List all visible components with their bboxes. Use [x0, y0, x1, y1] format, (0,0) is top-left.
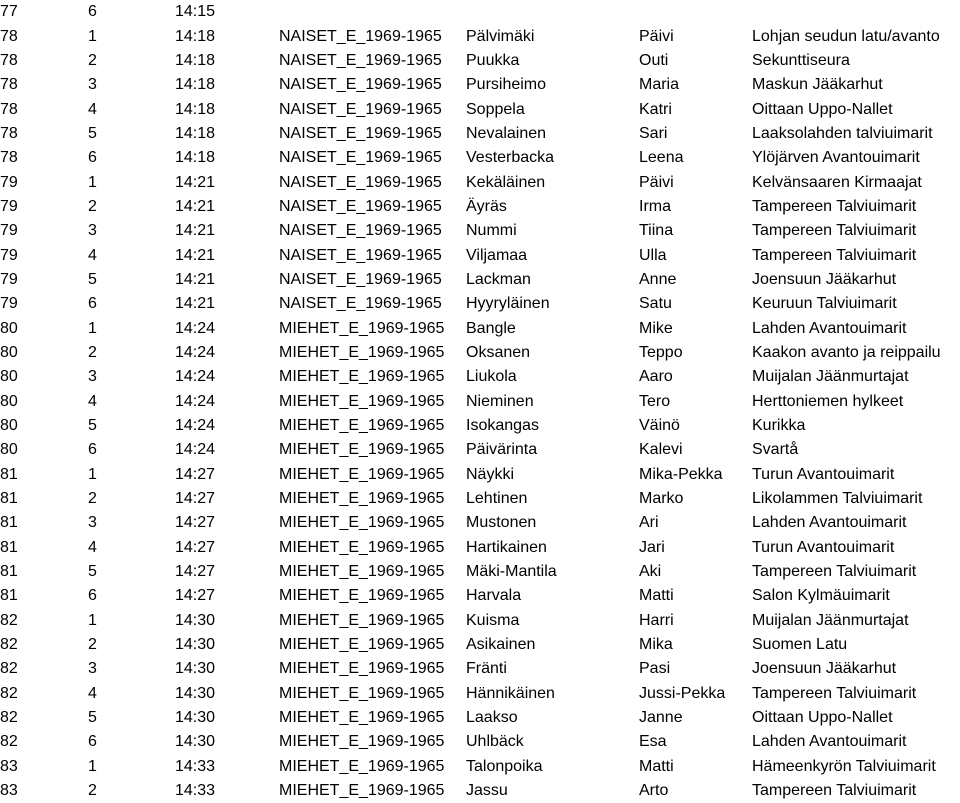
first-name-cell: Harri — [639, 611, 674, 629]
first-name-cell: Maria — [639, 76, 680, 94]
lane-number-cell: 1 — [88, 757, 97, 775]
series-class-cell: MIEHET_E_1969-1965 — [279, 587, 445, 605]
first-name-cell: Kalevi — [639, 441, 683, 459]
start-time-cell: 14:30 — [175, 709, 216, 727]
first-name-cell: Mike — [639, 319, 673, 337]
lane-number-cell: 2 — [88, 636, 97, 654]
first-name-cell: Arto — [639, 782, 669, 800]
last-name-cell: Lehtinen — [466, 490, 528, 508]
lane-number-cell: 4 — [88, 100, 97, 118]
table-row — [0, 365, 960, 389]
last-name-cell: Näykki — [466, 465, 515, 483]
club-name-cell: Turun Avantouimarit — [752, 538, 895, 556]
lane-number-cell: 4 — [88, 538, 97, 556]
last-name-cell: Isokangas — [466, 417, 539, 435]
first-name-cell: Ulla — [639, 246, 667, 264]
first-name-cell: Esa — [639, 733, 667, 751]
club-name-cell: Joensuun Jääkarhut — [752, 270, 897, 288]
series-class-cell: NAISET_E_1969-1965 — [279, 27, 442, 45]
lane-number-cell: 4 — [88, 684, 97, 702]
heat-number-cell: 79 — [0, 222, 18, 240]
series-class-cell: MIEHET_E_1969-1965 — [279, 563, 445, 581]
start-time-cell: 14:30 — [175, 611, 216, 629]
last-name-cell: Päivärinta — [466, 441, 538, 459]
last-name-cell: Äyräs — [466, 197, 507, 215]
heat-number-cell: 79 — [0, 246, 18, 264]
last-name-cell: Talonpoika — [466, 757, 543, 775]
lane-number-cell: 3 — [88, 368, 97, 386]
club-name-cell: Muijalan Jäänmurtajat — [752, 368, 909, 386]
start-time-cell: 14:24 — [175, 368, 216, 386]
start-time-cell: 14:15 — [175, 3, 216, 21]
first-name-cell — [639, 0, 752, 24]
club-name-cell: Tampereen Talviuimarit — [752, 246, 917, 264]
start-time-cell: 14:30 — [175, 660, 216, 678]
heat-number-cell: 80 — [0, 392, 18, 410]
table-row — [0, 219, 960, 243]
heat-number-cell: 79 — [0, 197, 18, 215]
series-class-cell: MIEHET_E_1969-1965 — [279, 757, 445, 775]
heat-number-cell: 81 — [0, 563, 18, 581]
first-name-cell: Jussi-Pekka — [639, 684, 726, 702]
club-name-cell: Oittaan Uppo-Nallet — [752, 100, 893, 118]
start-time-cell: 14:27 — [175, 563, 216, 581]
last-name-cell: Oksanen — [466, 343, 531, 361]
last-name-cell: Hartikainen — [466, 538, 547, 556]
first-name-cell: Satu — [639, 295, 672, 313]
start-time-cell: 14:33 — [175, 757, 216, 775]
first-name-cell: Mika-Pekka — [639, 465, 723, 483]
first-name-cell: Outi — [639, 51, 669, 69]
start-time-cell: 14:27 — [175, 587, 216, 605]
start-time-cell: 14:30 — [175, 636, 216, 654]
heat-number-cell: 81 — [0, 490, 18, 508]
heat-number-cell: 82 — [0, 684, 18, 702]
club-name-cell: Joensuun Jääkarhut — [752, 660, 897, 678]
series-class-cell: MIEHET_E_1969-1965 — [279, 465, 445, 483]
table-row — [0, 609, 960, 633]
first-name-cell: Anne — [639, 270, 677, 288]
first-name-cell: Matti — [639, 587, 674, 605]
last-name-cell: Liukola — [466, 368, 517, 386]
table-row — [0, 511, 960, 535]
club-name-cell: Oittaan Uppo-Nallet — [752, 709, 893, 727]
last-name-cell: Vesterbacka — [466, 149, 555, 167]
first-name-cell: Matti — [639, 757, 674, 775]
club-name-cell: Herttoniemen hylkeet — [752, 392, 904, 410]
series-class-cell: MIEHET_E_1969-1965 — [279, 343, 445, 361]
start-time-cell: 14:18 — [175, 76, 216, 94]
heat-number-cell: 81 — [0, 465, 18, 483]
table-row — [0, 316, 960, 340]
table-row — [0, 633, 960, 657]
first-name-cell: Irma — [639, 197, 671, 215]
last-name-cell: Pälvimäki — [466, 27, 535, 45]
heat-number-cell: 81 — [0, 538, 18, 556]
club-name-cell: Lohjan seudun latu/avanto — [752, 27, 940, 45]
table-row — [0, 463, 960, 487]
club-name-cell: Svartå — [752, 441, 799, 459]
table-row — [0, 755, 960, 779]
series-class-cell: MIEHET_E_1969-1965 — [279, 368, 445, 386]
lane-number-cell: 2 — [88, 490, 97, 508]
first-name-cell: Teppo — [639, 343, 683, 361]
lane-number-cell: 3 — [88, 514, 97, 532]
table-row — [0, 122, 960, 146]
series-class-cell: MIEHET_E_1969-1965 — [279, 660, 445, 678]
series-class-cell: NAISET_E_1969-1965 — [279, 295, 442, 313]
lane-number-cell: 5 — [88, 709, 97, 727]
first-name-cell: Aki — [639, 563, 662, 581]
heat-number-cell: 82 — [0, 709, 18, 727]
club-name-cell: Lahden Avantouimarit — [752, 514, 907, 532]
club-name-cell: Tampereen Talviuimarit — [752, 563, 917, 581]
table-row — [0, 682, 960, 706]
club-name-cell: Ylöjärven Avantouimarit — [752, 149, 920, 167]
start-time-cell: 14:18 — [175, 124, 216, 142]
series-class-cell: NAISET_E_1969-1965 — [279, 51, 442, 69]
table-row — [0, 268, 960, 292]
club-name-cell: Kurikka — [752, 417, 806, 435]
start-time-cell: 14:27 — [175, 538, 216, 556]
series-class-cell: MIEHET_E_1969-1965 — [279, 611, 445, 629]
first-name-cell: Aaro — [639, 368, 673, 386]
heat-number-cell: 82 — [0, 733, 18, 751]
last-name-cell: Kekäläinen — [466, 173, 546, 191]
first-name-cell: Väinö — [639, 417, 680, 435]
start-time-cell: 14:27 — [175, 514, 216, 532]
start-time-cell: 14:24 — [175, 343, 216, 361]
lane-number-cell: 1 — [88, 611, 97, 629]
heat-number-cell: 82 — [0, 611, 18, 629]
lane-number-cell: 6 — [88, 3, 97, 21]
table-row — [0, 292, 960, 316]
last-name-cell: Mäki-Mantila — [466, 563, 557, 581]
heat-number-cell: 78 — [0, 124, 18, 142]
club-name-cell: Tampereen Talviuimarit — [752, 197, 917, 215]
club-name-cell: Tampereen Talviuimarit — [752, 782, 917, 800]
heat-number-cell: 78 — [0, 51, 18, 69]
table-row — [0, 24, 960, 48]
table-row — [0, 146, 960, 170]
start-time-cell: 14:21 — [175, 246, 216, 264]
first-name-cell: Pasi — [639, 660, 671, 678]
heat-number-cell: 80 — [0, 368, 18, 386]
series-class-cell: NAISET_E_1969-1965 — [279, 124, 442, 142]
first-name-cell: Päivi — [639, 27, 674, 45]
lane-number-cell: 2 — [88, 343, 97, 361]
club-name-cell: Kelvänsaaren Kirmaajat — [752, 173, 922, 191]
last-name-cell: Nieminen — [466, 392, 534, 410]
heat-number-cell: 78 — [0, 149, 18, 167]
last-name-cell: Hyyryläinen — [466, 295, 550, 313]
lane-number-cell: 1 — [88, 319, 97, 337]
club-name-cell: Laaksolahden talviuimarit — [752, 124, 933, 142]
series-class-cell: NAISET_E_1969-1965 — [279, 246, 442, 264]
lane-number-cell: 6 — [88, 441, 97, 459]
last-name-cell: Nummi — [466, 222, 517, 240]
lane-number-cell: 4 — [88, 392, 97, 410]
table-row — [0, 487, 960, 511]
series-class-cell: MIEHET_E_1969-1965 — [279, 392, 445, 410]
series-class-cell — [279, 0, 466, 24]
lane-number-cell: 4 — [88, 246, 97, 264]
lane-number-cell: 6 — [88, 149, 97, 167]
first-name-cell: Ari — [639, 514, 659, 532]
table-row — [0, 0, 960, 24]
table-row — [0, 536, 960, 560]
heat-number-cell: 79 — [0, 173, 18, 191]
last-name-cell: Asikainen — [466, 636, 536, 654]
heat-number-cell: 82 — [0, 660, 18, 678]
start-time-cell: 14:24 — [175, 392, 216, 410]
lane-number-cell: 3 — [88, 222, 97, 240]
heat-number-cell: 80 — [0, 441, 18, 459]
heat-number-cell: 78 — [0, 76, 18, 94]
club-name-cell: Salon Kylmäuimarit — [752, 587, 890, 605]
last-name-cell: Lackman — [466, 270, 531, 288]
heat-number-cell: 79 — [0, 295, 18, 313]
last-name-cell: Viljamaa — [466, 246, 528, 264]
club-name-cell: Likolammen Talviuimarit — [752, 490, 923, 508]
lane-number-cell: 6 — [88, 295, 97, 313]
start-time-cell: 14:33 — [175, 782, 216, 800]
first-name-cell: Janne — [639, 709, 683, 727]
table-row — [0, 706, 960, 730]
series-class-cell: NAISET_E_1969-1965 — [279, 197, 442, 215]
series-class-cell: MIEHET_E_1969-1965 — [279, 733, 445, 751]
start-time-cell: 14:21 — [175, 197, 216, 215]
start-time-cell: 14:21 — [175, 295, 216, 313]
last-name-cell: Pursiheimo — [466, 76, 547, 94]
first-name-cell: Tero — [639, 392, 671, 410]
table-row — [0, 657, 960, 681]
club-name-cell: Hämeenkyrön Talviuimarit — [752, 757, 936, 775]
start-time-cell: 14:21 — [175, 270, 216, 288]
heat-number-cell: 78 — [0, 100, 18, 118]
lane-number-cell: 6 — [88, 587, 97, 605]
lane-number-cell: 1 — [88, 27, 97, 45]
start-time-cell: 14:18 — [175, 149, 216, 167]
heat-number-cell: 80 — [0, 319, 18, 337]
lane-number-cell: 2 — [88, 51, 97, 69]
series-class-cell: MIEHET_E_1969-1965 — [279, 441, 445, 459]
start-time-cell: 14:24 — [175, 417, 216, 435]
table-row — [0, 730, 960, 754]
start-time-cell: 14:18 — [175, 100, 216, 118]
series-class-cell: NAISET_E_1969-1965 — [279, 76, 442, 94]
series-class-cell: MIEHET_E_1969-1965 — [279, 490, 445, 508]
table-row — [0, 195, 960, 219]
heat-number-cell: 81 — [0, 587, 18, 605]
series-class-cell: NAISET_E_1969-1965 — [279, 270, 442, 288]
club-name-cell: Tampereen Talviuimarit — [752, 684, 917, 702]
first-name-cell: Marko — [639, 490, 684, 508]
start-time-cell: 14:18 — [175, 51, 216, 69]
first-name-cell: Päivi — [639, 173, 674, 191]
first-name-cell: Mika — [639, 636, 673, 654]
lane-number-cell: 5 — [88, 124, 97, 142]
club-name-cell: Keuruun Talviuimarit — [752, 295, 897, 313]
lane-number-cell: 3 — [88, 76, 97, 94]
start-time-cell: 14:27 — [175, 465, 216, 483]
last-name-cell: Jassu — [466, 782, 508, 800]
series-class-cell: MIEHET_E_1969-1965 — [279, 417, 445, 435]
table-row — [0, 49, 960, 73]
table-row — [0, 779, 960, 803]
last-name-cell: Laakso — [466, 709, 518, 727]
club-name-cell: Sekunttiseura — [752, 51, 850, 69]
series-class-cell: MIEHET_E_1969-1965 — [279, 514, 445, 532]
table-row — [0, 584, 960, 608]
lane-number-cell: 3 — [88, 660, 97, 678]
last-name-cell: Harvala — [466, 587, 522, 605]
series-class-cell: MIEHET_E_1969-1965 — [279, 538, 445, 556]
club-name-cell: Muijalan Jäänmurtajat — [752, 611, 909, 629]
start-time-cell: 14:24 — [175, 319, 216, 337]
first-name-cell: Sari — [639, 124, 668, 142]
lane-number-cell: 2 — [88, 197, 97, 215]
table-row — [0, 560, 960, 584]
last-name-cell: Soppela — [466, 100, 525, 118]
heat-number-cell: 80 — [0, 417, 18, 435]
series-class-cell: MIEHET_E_1969-1965 — [279, 319, 445, 337]
series-class-cell: NAISET_E_1969-1965 — [279, 173, 442, 191]
lane-number-cell: 5 — [88, 563, 97, 581]
first-name-cell: Leena — [639, 149, 684, 167]
club-name-cell: Tampereen Talviuimarit — [752, 222, 917, 240]
heat-number-cell: 82 — [0, 636, 18, 654]
table-row — [0, 414, 960, 438]
club-name-cell: Turun Avantouimarit — [752, 465, 895, 483]
club-name-cell: Lahden Avantouimarit — [752, 319, 907, 337]
series-class-cell: MIEHET_E_1969-1965 — [279, 782, 445, 800]
series-class-cell: MIEHET_E_1969-1965 — [279, 684, 445, 702]
first-name-cell: Katri — [639, 100, 672, 118]
last-name-cell: Nevalainen — [466, 124, 547, 142]
start-time-cell: 14:27 — [175, 490, 216, 508]
first-name-cell: Jari — [639, 538, 665, 556]
series-class-cell: NAISET_E_1969-1965 — [279, 149, 442, 167]
first-name-cell: Tiina — [639, 222, 674, 240]
table-row — [0, 170, 960, 194]
heat-number-cell: 79 — [0, 270, 18, 288]
club-name-cell: Suomen Latu — [752, 636, 848, 654]
start-time-cell: 14:30 — [175, 733, 216, 751]
series-class-cell: NAISET_E_1969-1965 — [279, 222, 442, 240]
heat-number-cell: 80 — [0, 343, 18, 361]
last-name-cell: Uhlbäck — [466, 733, 524, 751]
table-row — [0, 243, 960, 267]
start-time-cell: 14:24 — [175, 441, 216, 459]
last-name-cell: Bangle — [466, 319, 516, 337]
club-name-cell: Kaakon avanto ja reippailu — [752, 343, 941, 361]
heat-number-cell: 78 — [0, 27, 18, 45]
club-name-cell — [752, 0, 960, 24]
start-time-cell: 14:30 — [175, 684, 216, 702]
heat-number-cell: 83 — [0, 782, 18, 800]
heat-number-cell: 77 — [0, 3, 18, 21]
table-row — [0, 97, 960, 121]
last-name-cell: Fränti — [466, 660, 507, 678]
last-name-cell: Mustonen — [466, 514, 537, 532]
last-name-cell: Puukka — [466, 51, 520, 69]
lane-number-cell: 5 — [88, 270, 97, 288]
series-class-cell: MIEHET_E_1969-1965 — [279, 636, 445, 654]
start-time-cell: 14:21 — [175, 222, 216, 240]
lane-number-cell: 6 — [88, 733, 97, 751]
lane-number-cell: 1 — [88, 173, 97, 191]
club-name-cell: Lahden Avantouimarit — [752, 733, 907, 751]
table-row — [0, 341, 960, 365]
lane-number-cell: 2 — [88, 782, 97, 800]
start-time-cell: 14:18 — [175, 27, 216, 45]
lane-number-cell: 5 — [88, 417, 97, 435]
club-name-cell: Maskun Jääkarhut — [752, 76, 883, 94]
series-class-cell: MIEHET_E_1969-1965 — [279, 709, 445, 727]
last-name-cell: Hännikäinen — [466, 684, 555, 702]
table-row — [0, 73, 960, 97]
start-time-cell: 14:21 — [175, 173, 216, 191]
last-name-cell: Kuisma — [466, 611, 520, 629]
table-row — [0, 390, 960, 414]
heat-number-cell: 83 — [0, 757, 18, 775]
heat-number-cell: 81 — [0, 514, 18, 532]
series-class-cell: NAISET_E_1969-1965 — [279, 100, 442, 118]
last-name-cell — [466, 0, 639, 24]
table-row — [0, 438, 960, 462]
lane-number-cell: 1 — [88, 465, 97, 483]
